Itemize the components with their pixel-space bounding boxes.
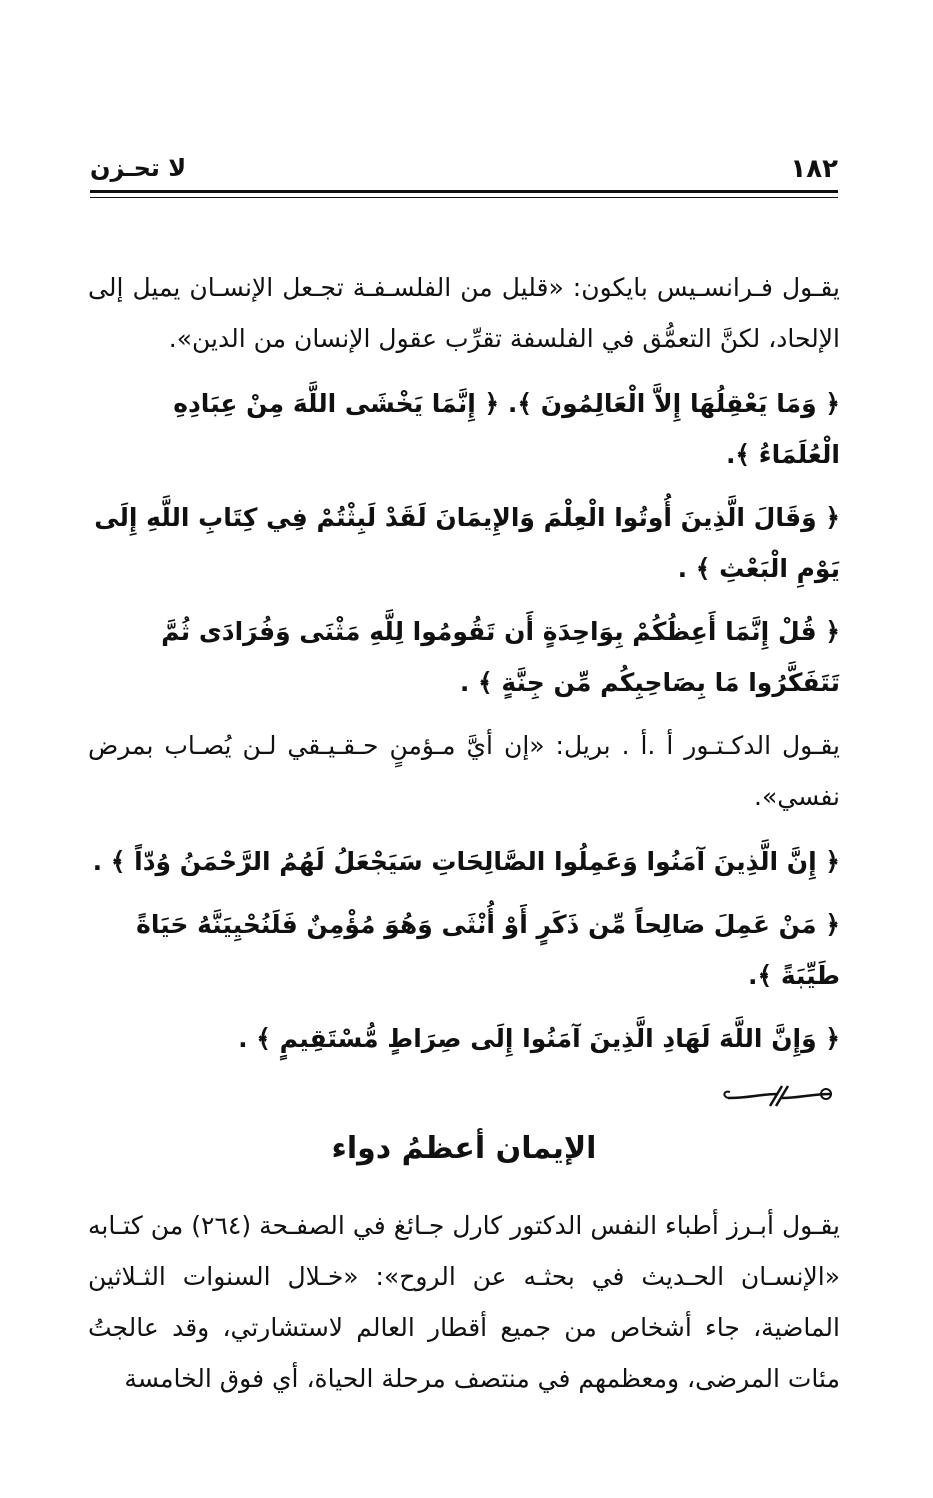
- body-text: [88, 262, 840, 1418]
- running-header: [90, 150, 838, 190]
- paragraph-brill-quote: يقـول الدكـتـور أ .أ . بريل: «إن أيَّ مـؤمنٍ حـقـيـقي لـن يُصـاب بمرض نفسي».: [88, 731, 840, 811]
- divider-ornament-icon: [88, 1082, 840, 1112]
- quran-verse: ﴿ وَإِنَّ اللَّهَ لَهَادِ الَّذِينَ آمَنُوا إِلَى صِرَاطٍ مُّسْتَقِيمٍ ﴾ .: [238, 1024, 840, 1053]
- quran-verse: ﴿ وَمَا يَعْقِلُهَا إِلاَّ الْعَالِمُونَ ﴾. ﴿ إِنَّمَا يَخْشَى اللَّهَ مِنْ عِبَادِهِ الْعُلَمَاءُ ﴾.: [173, 389, 840, 469]
- section-heading: الإيمان أعظمُ دواء: [331, 1131, 597, 1166]
- paragraph-bacon-quote: يقـول فـرانسـيس بايكون: «قليل من الفلسـفـة تجـعل الإنسـان يميل إلى الإلحاد، لكنَّ التعمُّق في الفلسفة تقرِّب عقول الإنسان من الدين».: [88, 273, 840, 353]
- quran-verse: ﴿ وَقَالَ الَّذِينَ أُوتُوا الْعِلْمَ وَالإِيمَانَ لَقَدْ لَبِثْتُمْ فِي كِتَابِ اللَّهِ إِلَى يَوْمِ الْبَعْثِ ﴾ .: [94, 503, 840, 583]
- quran-verse: ﴿ إِنَّ الَّذِينَ آمَنُوا وَعَمِلُوا الصَّالِحَاتِ سَيَجْعَلُ لَهُمُ الرَّحْمَنُ وُدّاً ﴾ .: [92, 847, 840, 876]
- page-number: ١٨٢: [790, 154, 838, 184]
- paragraph-jung-quote: يقـول أبـرز أطباء النفس الدكتور كارل جـائغ في الصفـحة (٢٦٤) من كتـابه «الإنسـان الحـديث في بحثـه عن الروح»: «خـلال السنوات الثـلاثين الماضية، جاء أشخاص من جميع أقطار العالم لاستشارتي، وقد عالجتُ مئات المرضى، ومعظمهم في منتصف مرحلة الحياة، أي فوق الخامسة: [88, 1211, 840, 1393]
- quran-verse: ﴿ مَنْ عَمِلَ صَالِحاً مِّن ذَكَرٍ أَوْ أُنْثَى وَهُوَ مُؤْمِنٌ فَلَنُحْيِيَنَّهُ حَيَاةً طَيِّبَةً ﴾.: [136, 910, 840, 990]
- book-title: لا تحـزن: [90, 154, 187, 182]
- header-rule-thin: [90, 197, 838, 198]
- header-rule-thick: [90, 190, 838, 193]
- quran-verse: ﴿ قُلْ إِنَّمَا أَعِظُكُمْ بِوَاحِدَةٍ أَن تَقُومُوا لِلَّهِ مَثْنَى وَفُرَادَى ثُمَّ تَتَفَكَّرُوا مَا بِصَاحِبِكُم مِّن جِنَّةٍ ﴾ .: [161, 617, 840, 697]
